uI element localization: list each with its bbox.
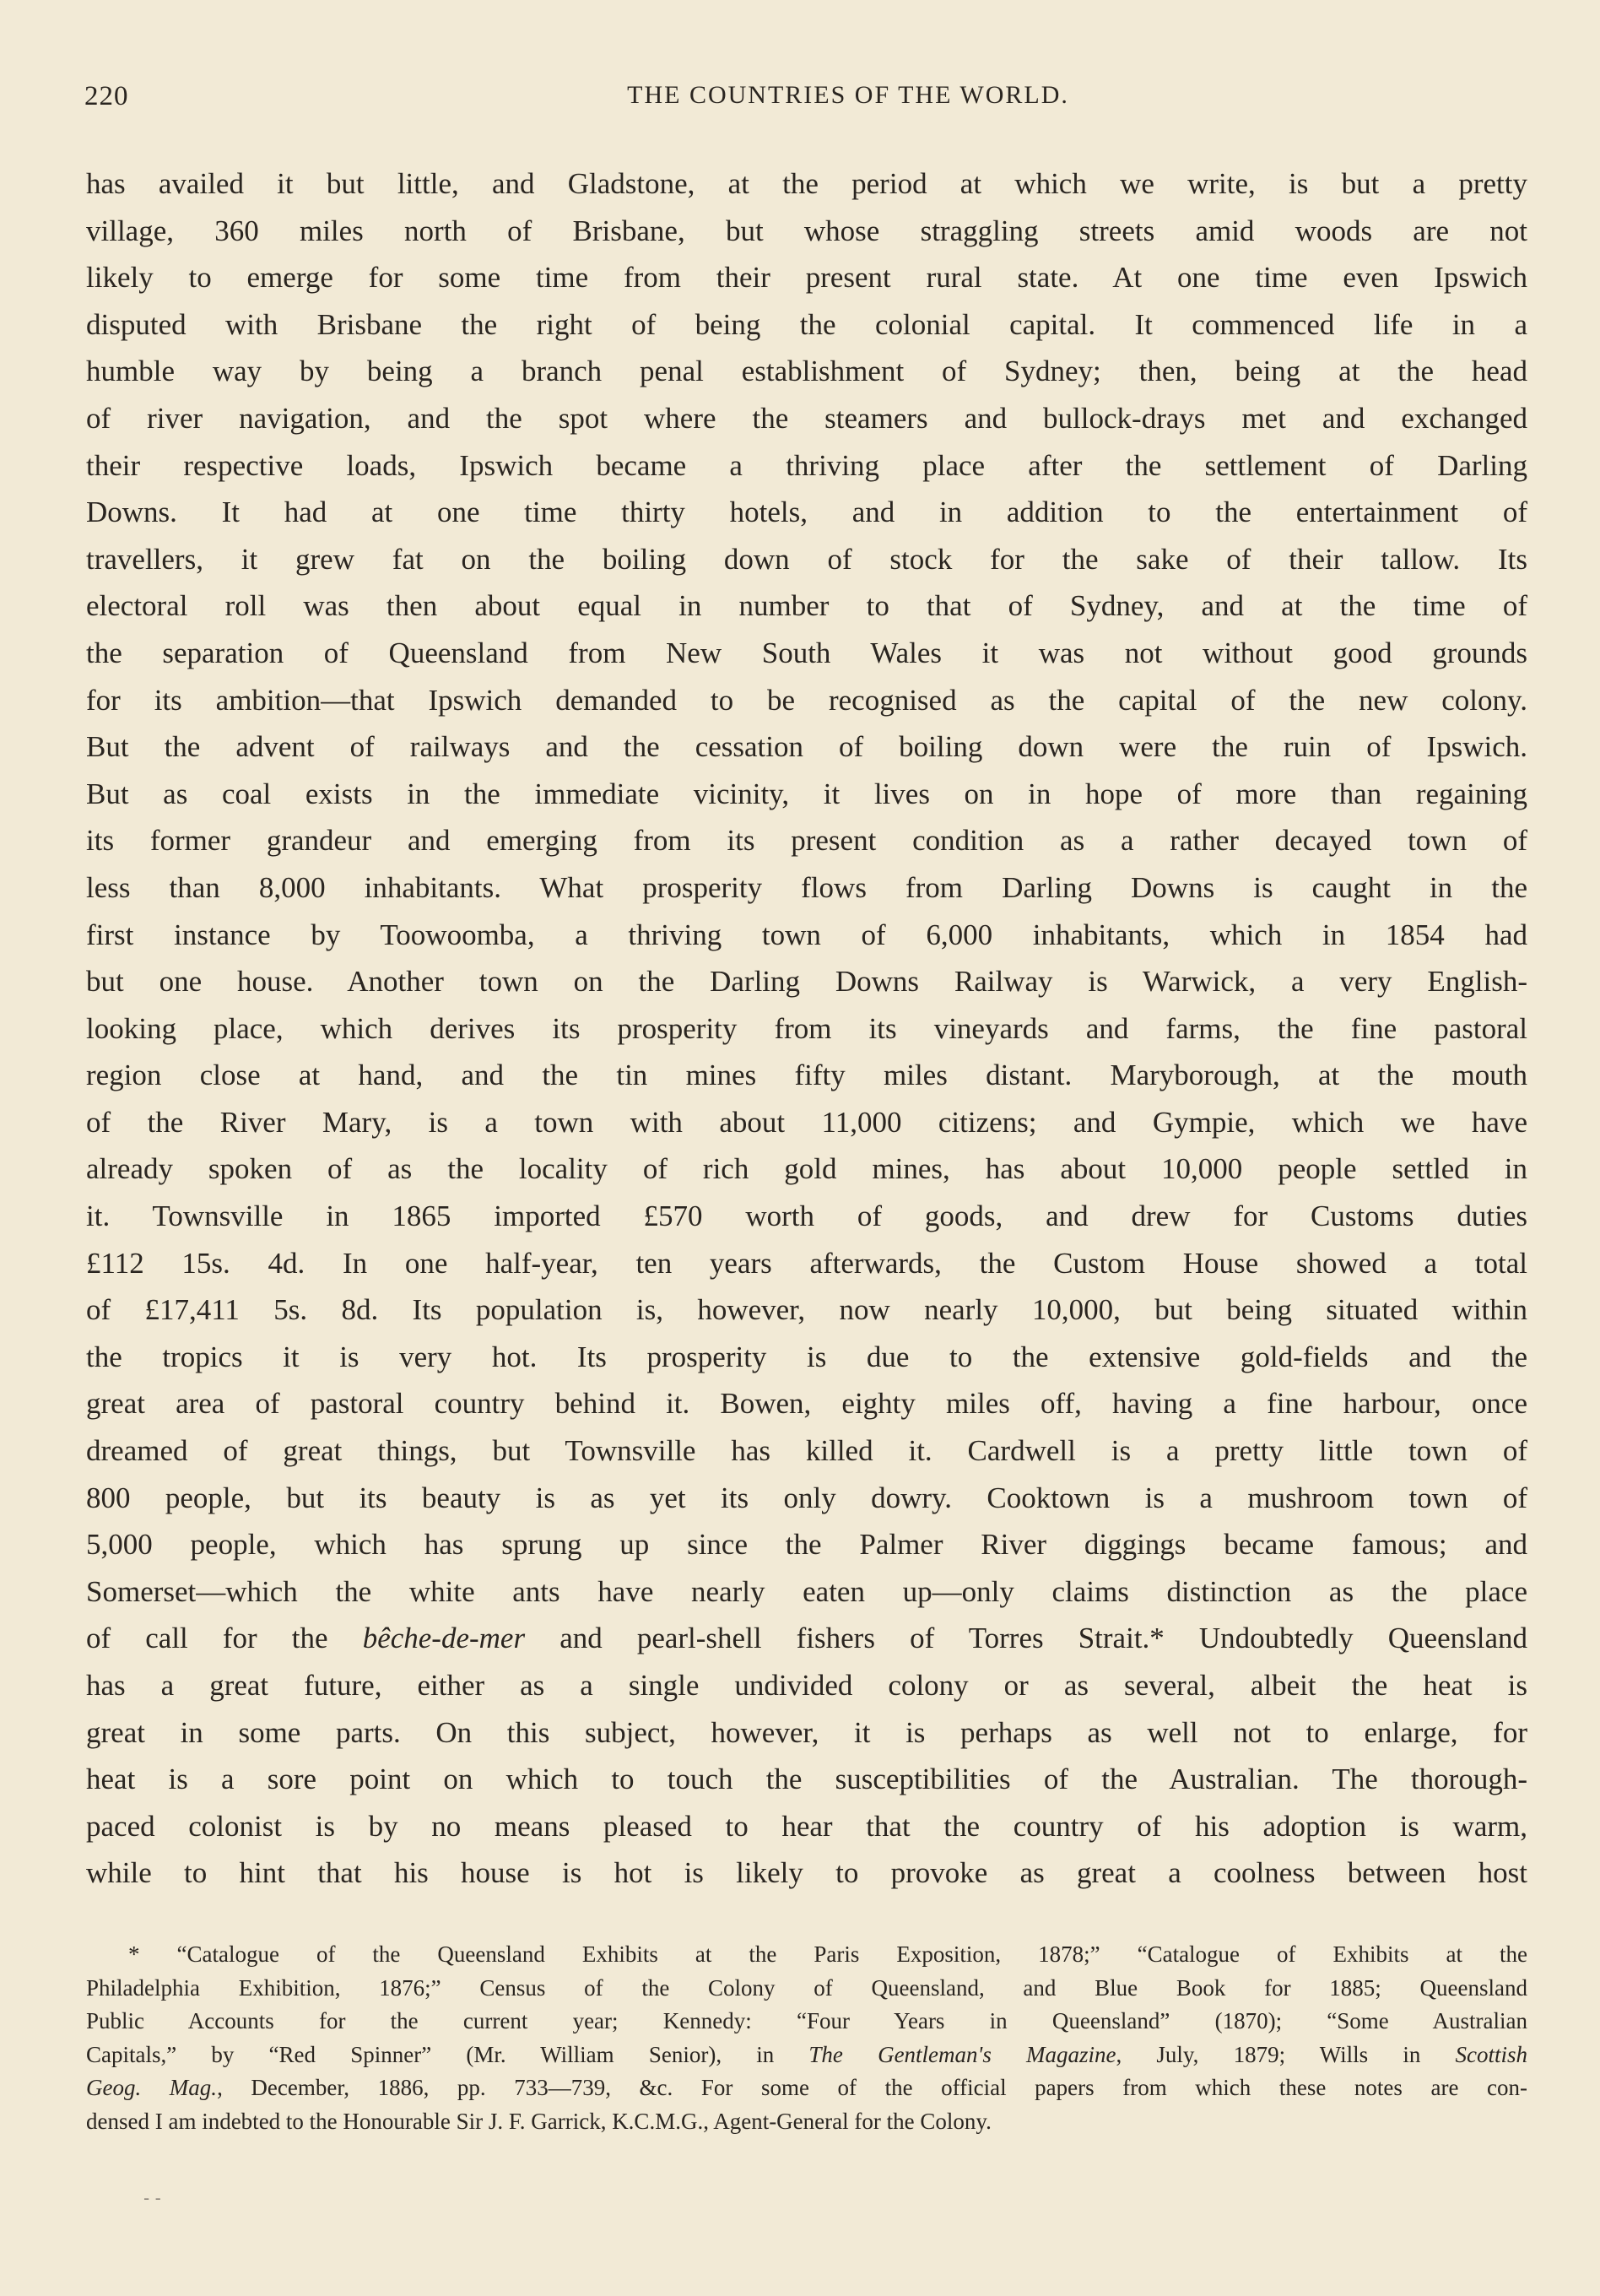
text-line: humble way by being a branch penal establishment of Sydney; then, being at the head (86, 355, 1527, 388)
text-line: great in some parts. On this subject, however, it is perhaps as well not to enlarge, for (86, 1715, 1527, 1749)
text-line: has a great future, either as a single undivided colony or as several, albeit the heat is (86, 1669, 1527, 1702)
text-line: their respective loads, Ipswich became a thriving place after the settlement of Darling (86, 448, 1527, 482)
footnote-line: densed I am indebted to the Honourable Sir J. F. Garrick, K.C.M.G., Agent-General for the Colony. (86, 2108, 992, 2134)
text-line: disputed with Brisbane the right of being the colonial capital. It commenced life in a (86, 307, 1527, 341)
text-line: region close at hand, and the tin mines fifty miles distant. Maryborough, at the mouth (86, 1059, 1527, 1092)
footnote-italic-title: Geog. Mag. (86, 2075, 218, 2100)
text-line: paced colonist is by no means pleased to hear that the country of his adoption is warm, (86, 1809, 1527, 1843)
text-line: the separation of Queensland from New South Wales it was not without good grounds (86, 636, 1527, 669)
footnote-line: Public Accounts for the current year; Kennedy: “Four Years in Queensland” (1870); “Some Australian (86, 2008, 1527, 2033)
text-fragment: and pearl-shell fishers of Torres Strait.* Undoubtedly Queensland (525, 1622, 1527, 1655)
text-fragment: of call for the (86, 1622, 363, 1655)
footnote-line: Philadelphia Exhibition, 1876;” Census of the Colony of Queensland, and Blue Book for 1885; Queensland (86, 1974, 1527, 2001)
text-line: £112 15s. 4d. In one half-year, ten years afterwards, the Custom House showed a total (86, 1246, 1527, 1280)
footnote-text: , December, 1886, pp. 733—739, &c. For some of the official papers from which these notes are con- (217, 2075, 1527, 2100)
body-text (86, 160, 1527, 1897)
text-line: for its ambition—that Ipswich demanded to be recognised as the capital of the new colony. (86, 683, 1527, 717)
text-line: has availed it but little, and Gladstone, at the period at which we write, is but a pretty (86, 167, 1527, 200)
footnote-line (86, 2039, 1527, 2072)
text-line: the tropics it is very hot. Its prosperity is due to the extensive gold-fields and the (86, 1340, 1527, 1373)
text-line: its former grandeur and emerging from its present condition as a rather decayed town of (86, 824, 1527, 858)
text-line: first instance by Toowoomba, a thriving town of 6,000 inhabitants, which in 1854 had (86, 918, 1527, 951)
text-line: But the advent of railways and the cessation of boiling down were the ruin of Ipswich. (86, 730, 1527, 764)
text-line: of £17,411 5s. 8d. Its population is, however, now nearly 10,000, but being situated within (86, 1293, 1527, 1327)
footnote-line (86, 2071, 1527, 2105)
running-title: THE COUNTRIES OF THE WORLD. (627, 81, 1069, 109)
text-line-with-italic (86, 1615, 1527, 1662)
text-line: while to hint that his house is hot is likely to provoke as great a coolness between host (86, 1856, 1527, 1890)
footnote-line (86, 1938, 1527, 1972)
text-line: 800 people, but its beauty is as yet its only dowry. Cooktown is a mushroom town of (86, 1481, 1527, 1514)
text-line: dreamed of great things, but Townsville has killed it. Cardwell is a pretty little town of (86, 1434, 1527, 1468)
text-line: Downs. It had at one time thirty hotels, and in addition to the entertainment of (86, 495, 1527, 529)
text-line: heat is a sore point on which to touch the susceptibilities of the Australian. The thorough- (86, 1763, 1527, 1796)
footnote-text: , July, 1879; Wills in (1116, 2041, 1456, 2067)
text-line: village, 360 miles north of Brisbane, but whose straggling streets amid woods are not (86, 214, 1527, 247)
page-number: 220 (84, 81, 129, 111)
footnote-text: Capitals,” by “Red Spinner” (Mr. William Senior), in (86, 2041, 809, 2067)
page-header (84, 81, 1519, 118)
text-line: great area of pastoral country behind it. Bowen, eighty miles off, having a fine harbour, once (86, 1387, 1527, 1421)
text-line: electoral roll was then about equal in number to that of Sydney, and at the time of (86, 589, 1527, 623)
text-line: 5,000 people, which has sprung up since the Palmer River diggings became famous; and (86, 1528, 1527, 1562)
text-line: But as coal exists in the immediate vicinity, it lives on in hope of more than regaining (86, 777, 1527, 810)
text-line: it. Townsville in 1865 imported £570 worth of goods, and drew for Customs duties (86, 1199, 1527, 1233)
footnote-italic-title: Scottish (1455, 2041, 1528, 2067)
page-mark: - - (143, 2188, 161, 2208)
text-line: of river navigation, and the spot where the steamers and bullock-drays met and exchanged (86, 401, 1527, 435)
footnote-text: * “Catalogue of the Queensland Exhibits at the Paris Exposition, 1878;” “Catalogue of Exhibits at the (128, 1941, 1527, 1967)
italic-term: bêche-de-mer (362, 1622, 526, 1655)
text-line: but one house. Another town on the Darling Downs Railway is Warwick, a very English- (86, 965, 1527, 999)
text-line: Somerset—which the white ants have nearly eaten up—only claims distinction as the place (86, 1574, 1527, 1608)
footnote (86, 1938, 1527, 2138)
text-line: travellers, it grew fat on the boiling down of stock for the sake of their tallow. Its (86, 542, 1527, 576)
text-line: of the River Mary, is a town with about 11,000 citizens; and Gympie, which we have (86, 1105, 1527, 1139)
text-line: looking place, which derives its prosperity from its vineyards and farms, the fine pastoral (86, 1011, 1527, 1045)
footnote-italic-title: The Gentleman's Magazine (808, 2041, 1116, 2067)
text-line: already spoken of as the locality of rich gold mines, has about 10,000 people settled in (86, 1152, 1527, 1186)
text-line: less than 8,000 inhabitants. What prosperity flows from Darling Downs is caught in the (86, 870, 1527, 904)
text-line: likely to emerge for some time from their present rural state. At one time even Ipswich (86, 261, 1527, 295)
